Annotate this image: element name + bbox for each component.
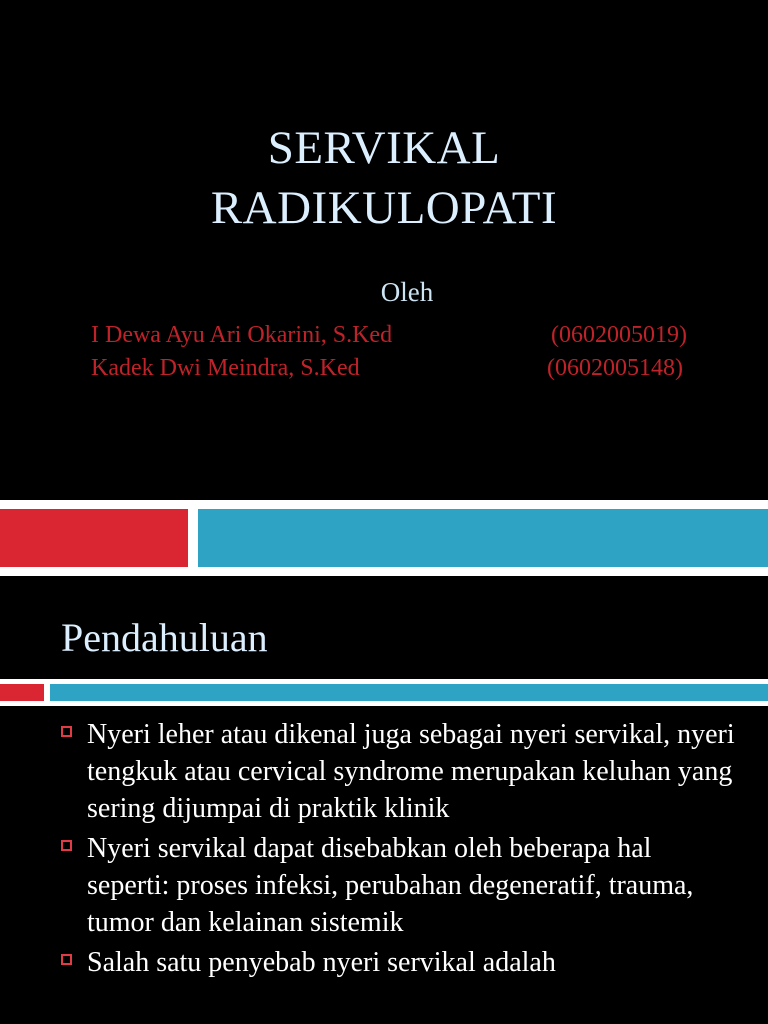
square-bullet-icon: [61, 726, 72, 737]
bullet-item: [0, 944, 768, 981]
bullet-item: [0, 830, 768, 941]
section-heading: Pendahuluan: [61, 615, 268, 660]
author-2-id: (0602005148): [547, 355, 683, 381]
author-1-id: (0602005019): [551, 322, 687, 348]
slide-title-line-1: SERVIKAL: [267, 122, 501, 174]
bullet-text: Nyeri servikal dapat disebabkan oleh beberapa hal seperti: proses infeksi, perubahan degeneratif, trauma, tumor dan kelainan sistemik: [87, 833, 694, 938]
bullet-item: [0, 716, 768, 827]
square-bullet-icon: [61, 840, 72, 851]
heading-underline-blue-bar: [50, 684, 768, 701]
title-slide: [0, 0, 768, 500]
slide-title: [0, 118, 768, 238]
subtitle-oleh: Oleh: [380, 277, 434, 307]
bullet-list: [0, 716, 768, 984]
bullet-text: Nyeri leher atau dikenal juga sebagai nyeri servikal, nyeri tengkuk atau cervical syndrome merupakan keluhan yang sering dijumpai di praktik klinik: [87, 719, 735, 824]
author-1-name: I Dewa Ayu Ari Okarini, S.Ked: [91, 322, 393, 348]
square-bullet-icon: [61, 954, 72, 965]
slide-title-line-2: RADIKULOPATI: [210, 182, 558, 234]
heading-underline-red-bar: [0, 684, 44, 701]
author-2-name: Kadek Dwi Meindra, S.Ked: [91, 355, 360, 381]
divider-red-bar: [0, 509, 188, 567]
divider-blue-bar: [198, 509, 768, 567]
bullet-text: Salah satu penyebab nyeri servikal adalah: [87, 947, 556, 978]
